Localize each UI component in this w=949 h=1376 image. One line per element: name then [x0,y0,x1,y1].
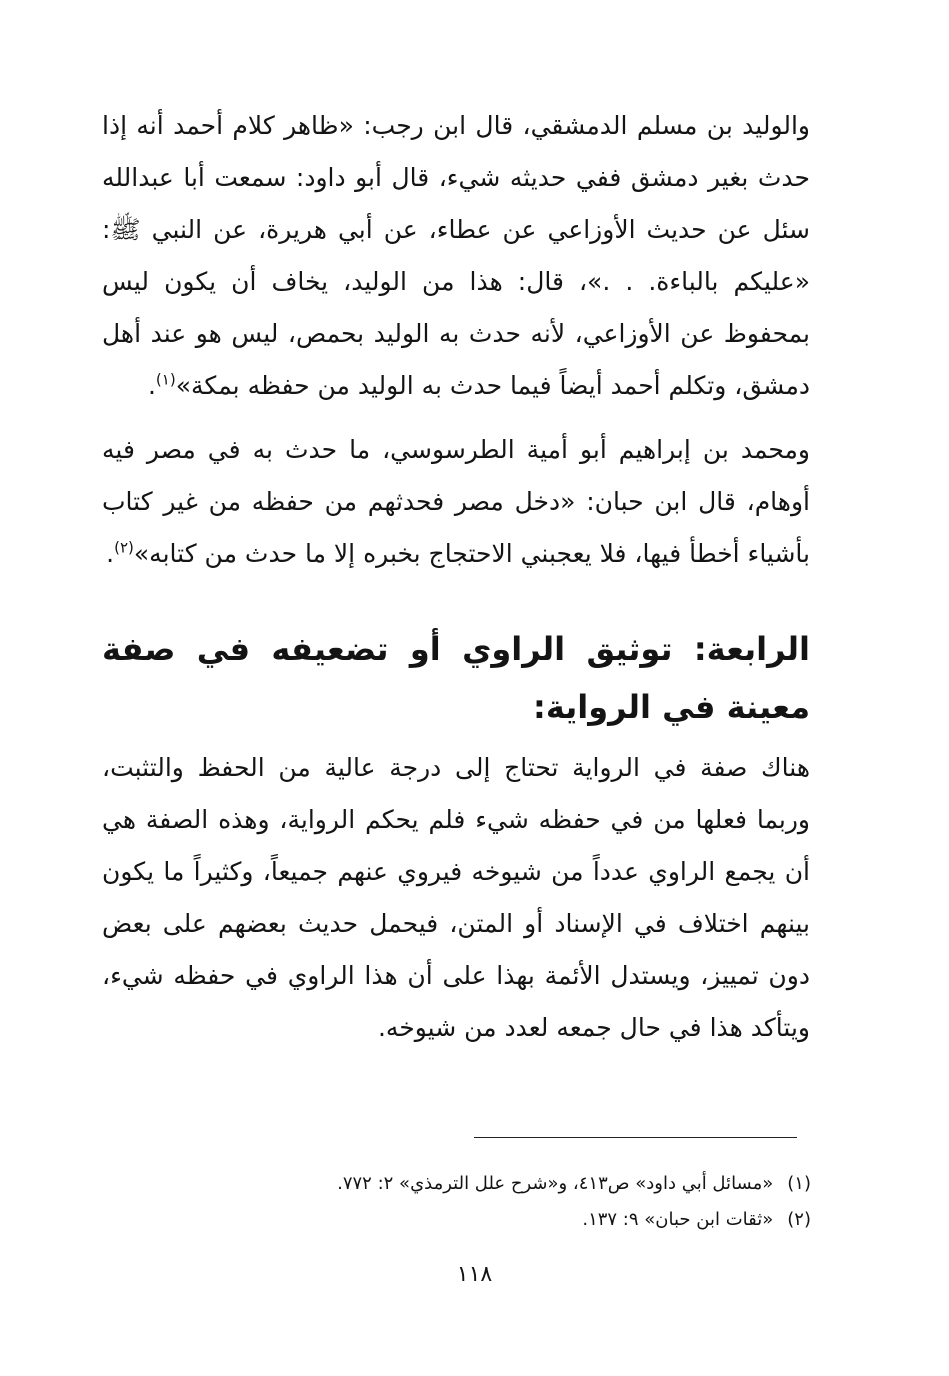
footnote-2 [111,1202,811,1238]
footnotes [111,1166,811,1238]
footnote-1-number: (١) [787,1173,811,1194]
paragraph-1-end: . [147,371,156,400]
footnote-2-number: (٢) [787,1209,811,1230]
section-heading: الرابعة: توثيق الراوي أو تضعيفه في صفة معينة في الرواية: [102,630,810,726]
footnote-1-text: «مسائل أبي داود» ص٤١٣، و«شرح علل الترمذي» ٢: ٧٧٢. [337,1173,774,1194]
paragraph-3 [102,742,810,1054]
footnote-2-text: «ثقات ابن حبان» ٩: ١٣٧. [582,1209,774,1230]
footnote-divider [474,1137,797,1138]
paragraph-2-text: ومحمد بن إبراهيم أبو أمية الطرسوسي، ما حدث به في مصر فيه أوهام، قال ابن حبان: «دخل مصر فحدثهم من حفظه من غير كتاب بأشياء أخطأ فيها، فلا يعجبني الاحتجاج بخبره إلا ما حدث من كتابه» [102,435,810,568]
paragraph-1-text: والوليد بن مسلم الدمشقي، قال ابن رجب: «ظاهر كلام أحمد أنه إذا حدث بغير دمشق ففي حديثه شيء، قال أبو داود: سمعت أبا عبدالله سئل عن حديث الأوزاعي عن عطاء، عن أبي هريرة، عن النبي ﷺ: «عليكم بالباءة. . .»، قال: هذا من الوليد، يخاف أن يكون ليس بمحفوظ عن الأوزاعي، لأنه حدث به الوليد بحمص، ليس هو عند أهل دمشق، وتكلم أحمد أيضاً فيما حدث به الوليد من حفظه بمكة» [102,111,810,400]
paragraph-2-end: . [106,539,115,568]
page-number: ١١٨ [456,1262,493,1287]
footnote-ref-2: (٢) [114,538,134,557]
footnote-1 [111,1166,811,1202]
paragraph-2 [102,424,810,580]
paragraph-1 [102,100,810,412]
footnote-ref-1: (١) [155,370,176,389]
paragraph-3-text: هناك صفة في الرواية تحتاج إلى درجة عالية من الحفظ والتثبت، وربما فعلها من في حفظه شيء فلم يحكم الرواية، وهذه الصفة هي أن يجمع الراوي عدداً من شيوخه فيروي عنهم جميعاً، وكثيراً ما يكون بينهم اختلاف في الإسناد أو المتن، فيحمل حديث بعضهم على بعض دون تمييز، ويستدل الأئمة بهذا على أن هذا الراوي في حفظه شيء، ويتأكد هذا في حال جمعه لعدد من شيوخه. [102,753,810,1042]
page-body [102,100,810,1054]
